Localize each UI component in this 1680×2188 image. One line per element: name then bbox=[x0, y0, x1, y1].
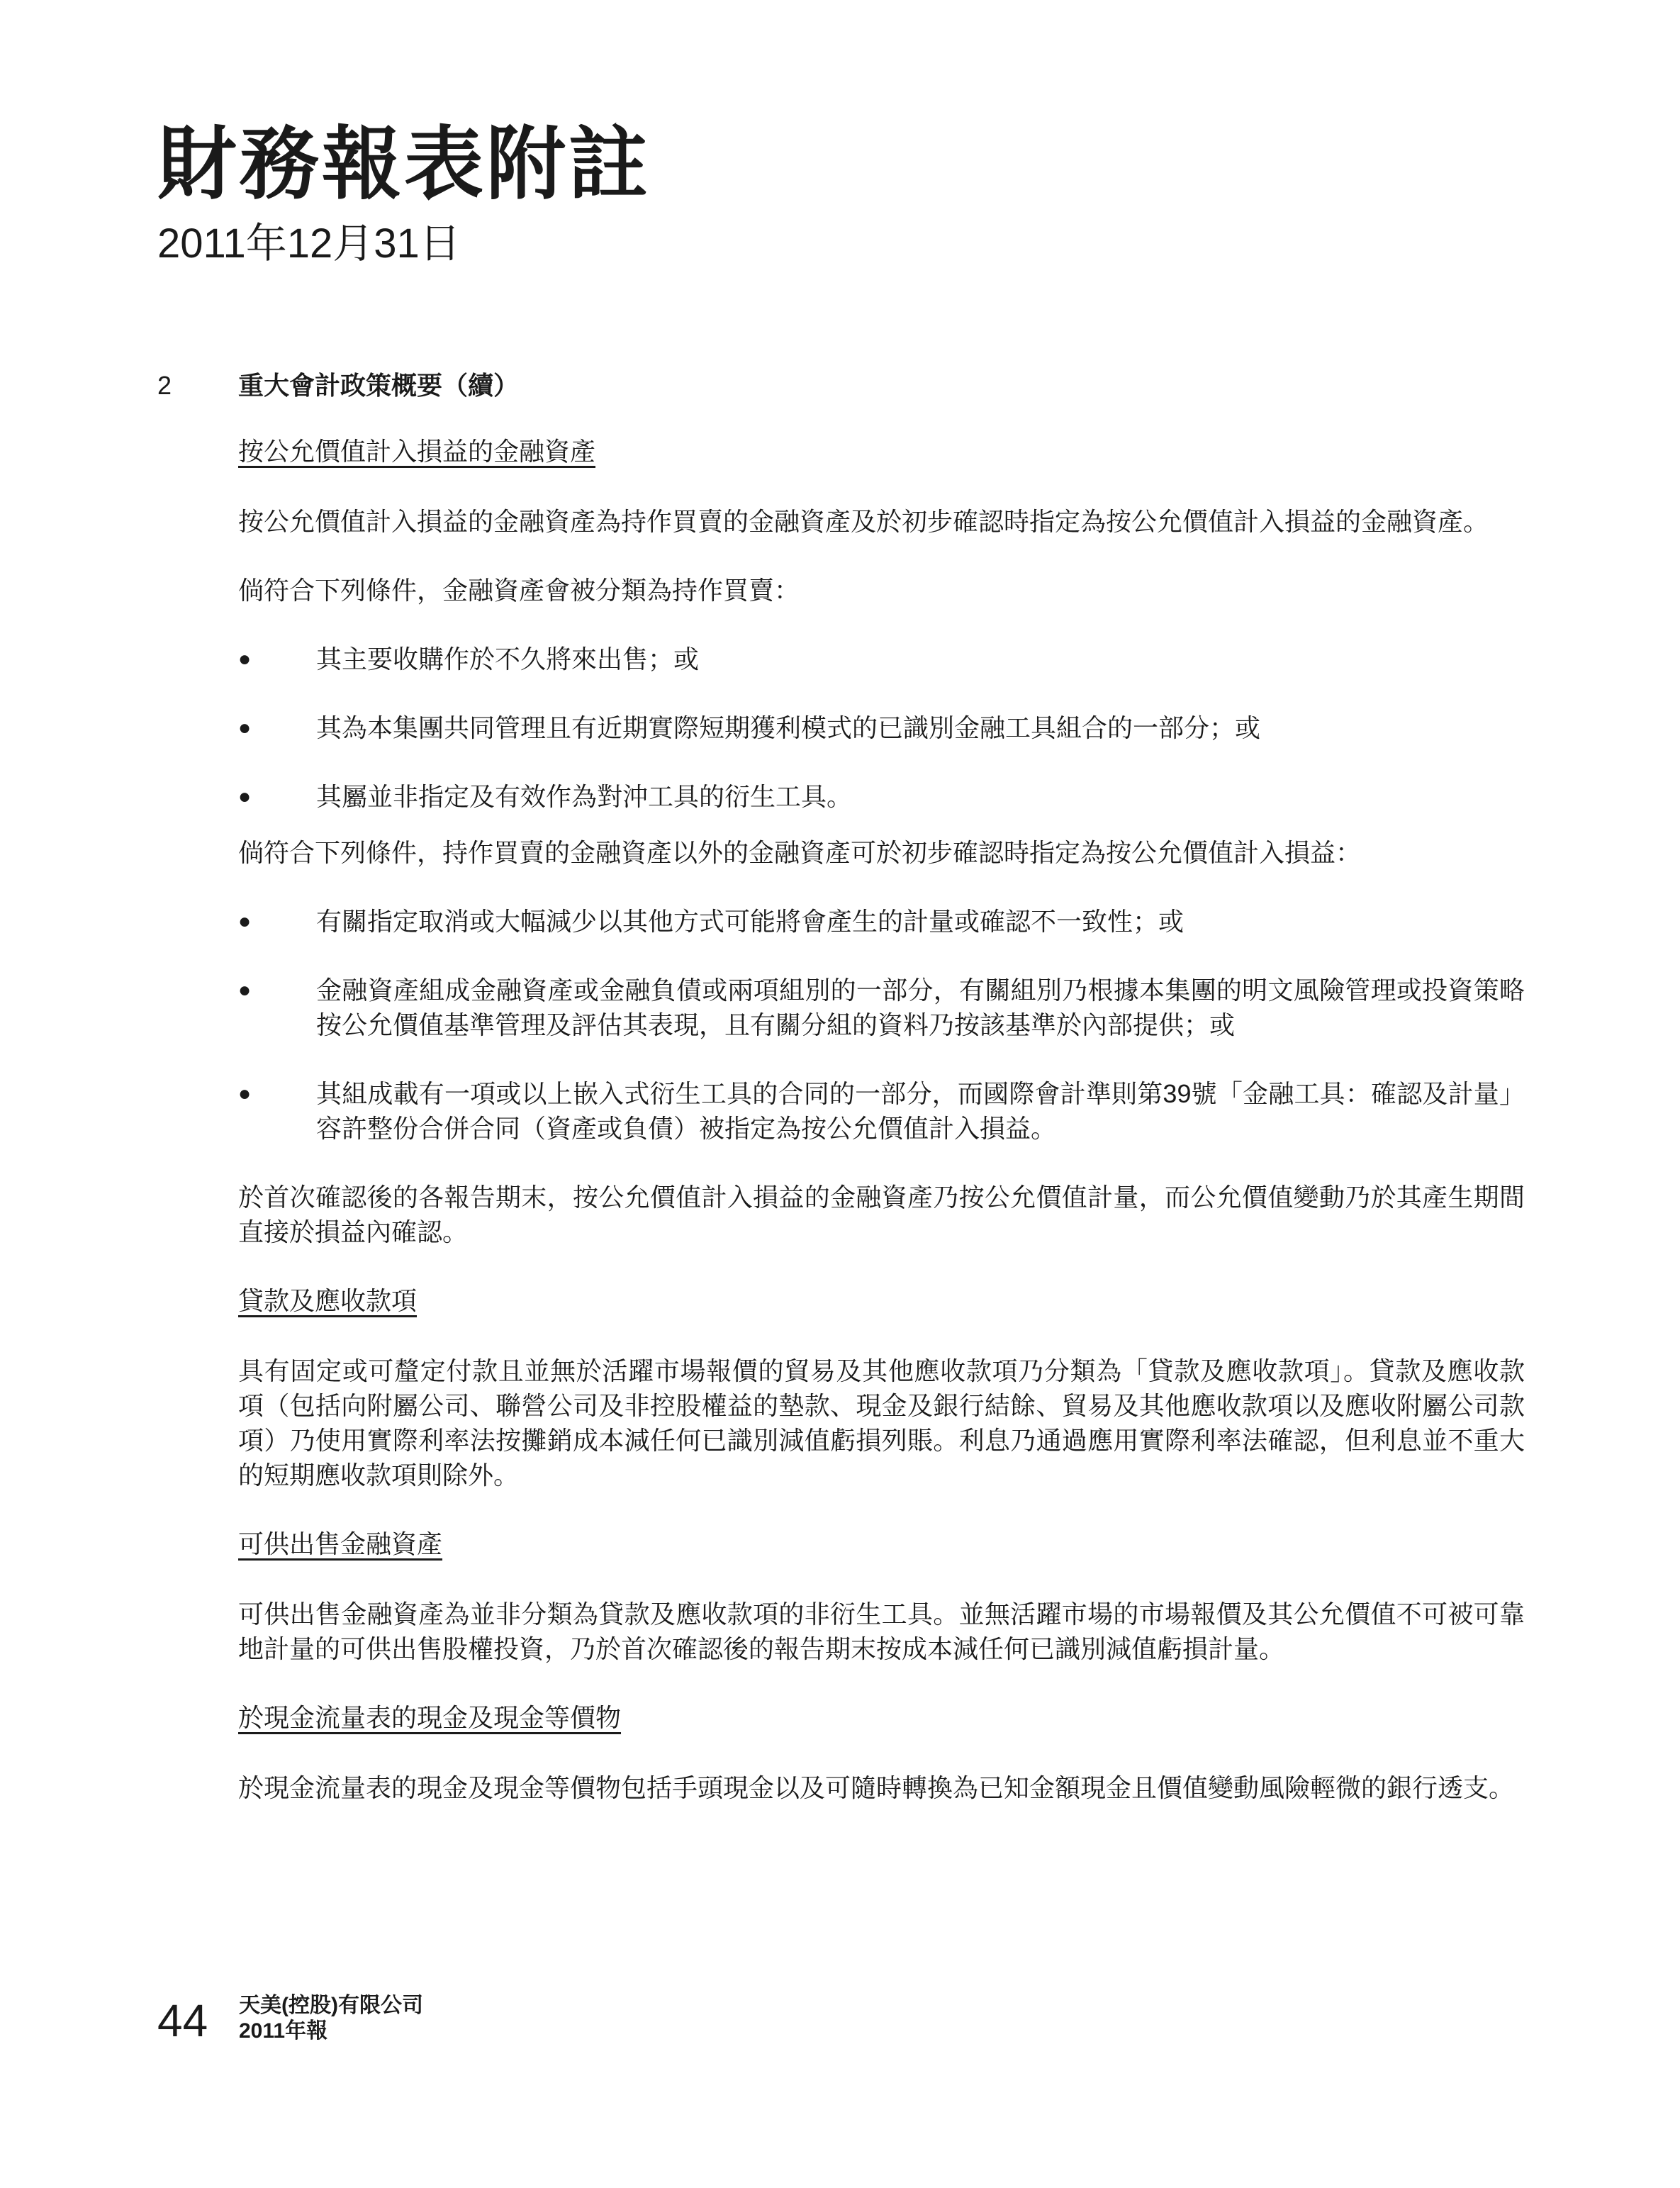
company-name: 天美(控股)有限公司 bbox=[239, 1994, 423, 2017]
bullet-icon: ● bbox=[238, 1082, 252, 1105]
afs-paragraph: 可供出售金融資產為並非分類為貸款及應收款項的非衍生工具。並無活躍市場的市場報價及其公允價值不可被可靠地計量的可供出售股權投資，乃於首次確認後的報告期末按成本減任何已識別減值虧損計量。 bbox=[238, 1600, 1525, 1663]
page-title: 財務報表附註 bbox=[157, 120, 651, 208]
section-title: 重大會計政策概要（續） bbox=[238, 371, 520, 400]
list-item bbox=[238, 904, 1525, 939]
bullet-icon: ● bbox=[238, 716, 252, 739]
loans-heading: 貸款及應收款項 bbox=[238, 1286, 418, 1315]
section-number: 2 bbox=[157, 371, 172, 400]
list-item-text: 其屬並非指定及有效作為對沖工具的衍生工具。 bbox=[316, 782, 853, 811]
report-year: 2011年報 bbox=[239, 2019, 328, 2043]
fvtpl-paragraph-1: 按公允價值計入損益的金融資產為持作買賣的金融資產及於初步確認時指定為按公允價值計入損益的金融資產。 bbox=[238, 507, 1489, 536]
list-item bbox=[238, 779, 1525, 814]
list-item-text: 有關指定取消或大幅減少以其他方式可能將會產生的計量或確認不一致性；或 bbox=[316, 907, 1185, 936]
designation-conditions-list bbox=[238, 904, 1525, 1146]
afs-heading: 可供出售金融資產 bbox=[238, 1529, 443, 1558]
fvtpl-paragraph-4: 於首次確認後的各報告期末，按公允價值計入損益的金融資產乃按公允價值計量，而公允價值變動乃於其產生期間直接於損益內確認。 bbox=[238, 1183, 1525, 1246]
list-item bbox=[238, 710, 1525, 745]
page-number: 44 bbox=[157, 1995, 208, 2046]
list-item-text: 其組成載有一項或以上嵌入式衍生工具的合同的一部分，而國際會計準則第39號「金融工具：確認及計量」容許整份合併合同（資產或負債）被指定為按公允價值計入損益。 bbox=[316, 1079, 1525, 1143]
fvtpl-heading: 按公允價值計入損益的金融資產 bbox=[238, 437, 596, 466]
list-item-text: 其主要收購作於不久將來出售；或 bbox=[316, 644, 700, 674]
bullet-icon: ● bbox=[238, 910, 252, 933]
cash-paragraph: 於現金流量表的現金及現金等價物包括手頭現金以及可隨時轉換為已知金額現金且價值變動風險輕微的銀行透支。 bbox=[238, 1773, 1515, 1802]
bullet-icon: ● bbox=[238, 647, 252, 671]
fvtpl-paragraph-3: 倘符合下列條件，持作買賣的金融資產以外的金融資產可於初步確認時指定為按公允價值計入損益： bbox=[238, 838, 1362, 867]
list-item bbox=[238, 642, 1525, 676]
cash-heading: 於現金流量表的現金及現金等價物 bbox=[238, 1703, 622, 1732]
note-content bbox=[238, 434, 1525, 1839]
bullet-icon: ● bbox=[238, 978, 252, 1002]
section-heading bbox=[157, 367, 1540, 404]
fvtpl-paragraph-2: 倘符合下列條件，金融資產會被分類為持作買賣： bbox=[238, 576, 800, 605]
bullet-icon: ● bbox=[238, 785, 252, 808]
page-date: 2011年12月31日 bbox=[157, 221, 461, 267]
list-item bbox=[238, 973, 1525, 1042]
loans-paragraph: 具有固定或可釐定付款且並無於活躍市場報價的貿易及其他應收款項乃分類為「貸款及應收款項」。貸款及應收款項（包括向附屬公司、聯營公司及非控股權益的墊款、現金及銀行結餘、貿易及其他應收款項以及應收附屬公司款項）乃使用實際利率法按攤銷成本減任何已識別減值虧損列賬。利息乃通過應用實際利率法確認，但利息並不重大的短期應收款項則除外。 bbox=[238, 1356, 1525, 1490]
list-item-text: 其為本集團共同管理且有近期實際短期獲利模式的已識別金融工具組合的一部分；或 bbox=[316, 713, 1261, 742]
list-item bbox=[238, 1076, 1525, 1146]
list-item-text: 金融資產組成金融資產或金融負債或兩項組別的一部分，有關組別乃根據本集團的明文風險管理或投資策略按公允價值基準管理及評估其表現，且有關分組的資料乃按該基準於內部提供；或 bbox=[316, 976, 1525, 1039]
held-for-trading-conditions-list bbox=[238, 642, 1525, 814]
